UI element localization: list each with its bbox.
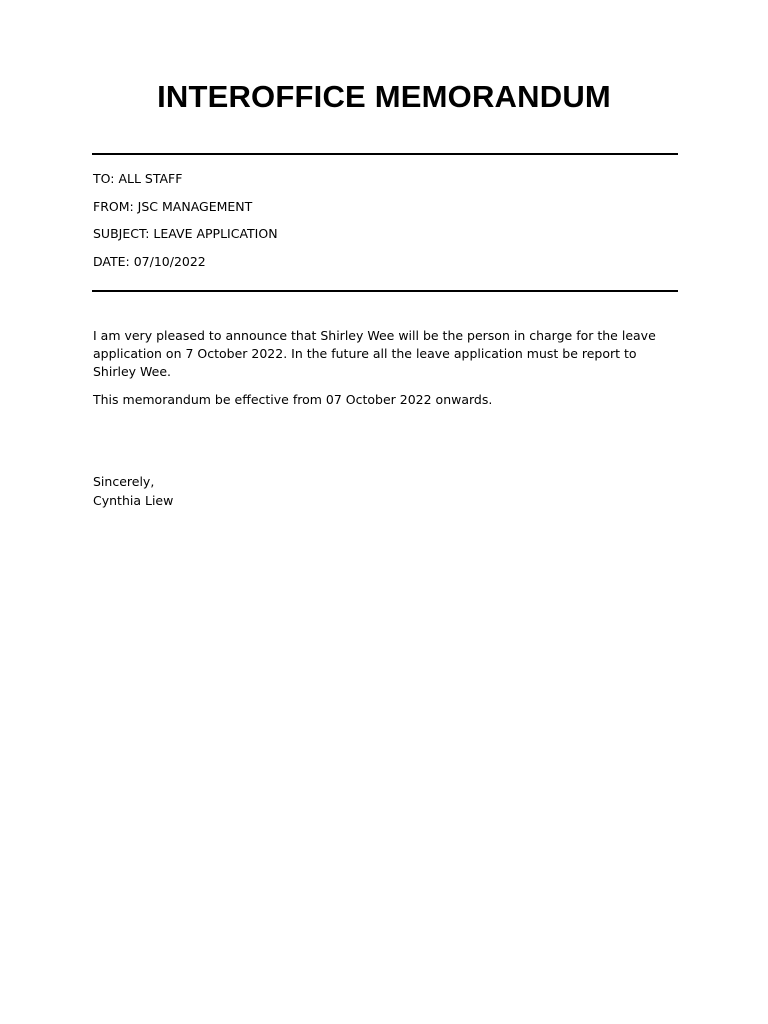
memo-closing (93, 472, 173, 510)
top-divider (92, 153, 678, 155)
memo-body (93, 327, 683, 419)
subject-field: SUBJECT: LEAVE APPLICATION (93, 226, 278, 241)
date-field: DATE: 07/10/2022 (93, 253, 206, 269)
closing-salutation: Sincerely, (93, 474, 155, 489)
memo-header-fields (93, 170, 673, 280)
to-field: TO: ALL STAFF (93, 171, 183, 186)
body-paragraph-1: I am very pleased to announce that Shirley Wee will be the person in charge for the leave application on 7 October 2022. In the future all the leave application must be report to Shirley Wee. (93, 328, 656, 379)
body-paragraph-2: This memorandum be effective from 07 October 2022 onwards. (93, 392, 493, 407)
memo-title: INTEROFFICE MEMORANDUM (157, 79, 611, 114)
bottom-divider (92, 290, 678, 292)
signer-name: Cynthia Liew (93, 493, 174, 508)
from-field: FROM: JSC MANAGEMENT (93, 198, 253, 214)
